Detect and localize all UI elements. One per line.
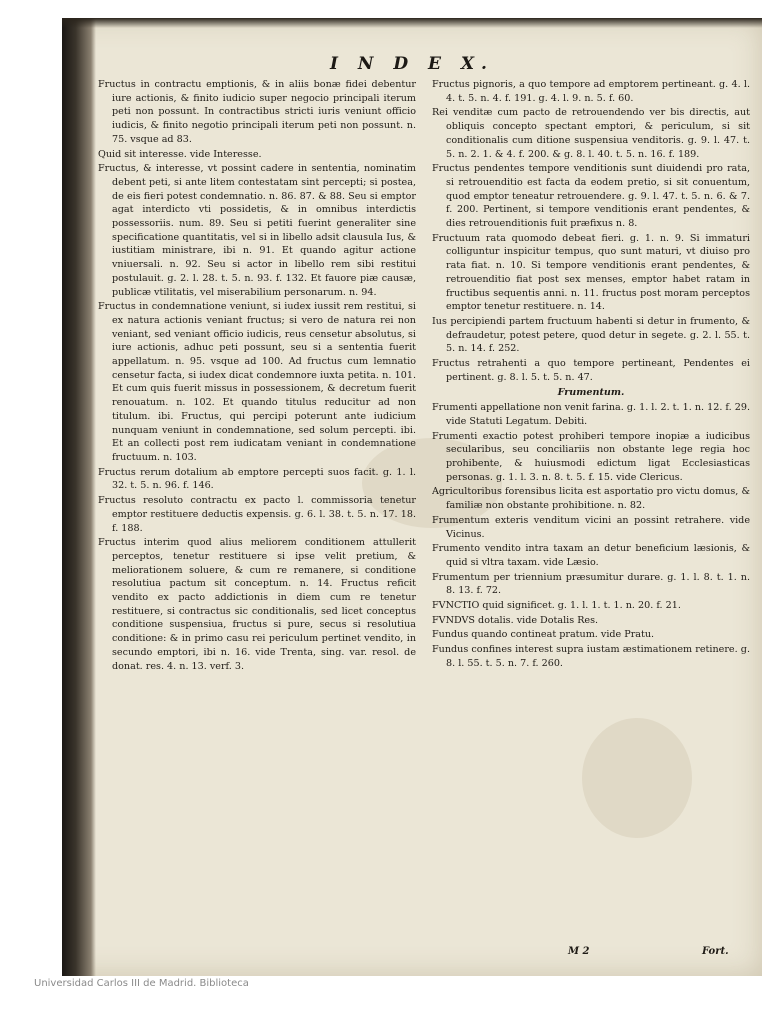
page-header-title: I N D E X. (330, 54, 494, 74)
index-entry: Rei venditæ cum pacto de retrouendendo ver bis directis, aut obliquis concepto spectant emptori, & periculum, si sit conditionalis cum ditione suspensiua venditoris. g. 9. l. 47. t. 5. n. 2. 1. & 4. f. 200. & g. 8. l. 40. t. 5. n. 16. f. 189. (432, 107, 750, 160)
library-credit: Universidad Carlos III de Madrid. Biblioteca (34, 978, 249, 989)
index-entry: Fructus resoluto contractu ex pacto l. commissoria tenetur emptor restituere deductis expensis. g. 6. l. 38. t. 5. n. 17. 18. f. 188. (98, 495, 416, 534)
index-entry: Fructus rerum dotalium ab emptore percepti suos facit. g. 1. l. 32. t. 5. n. 96. f. 146. (98, 466, 416, 492)
index-entry: Agricultoribus forensibus licita est asportatio pro victu domus, & familiæ non obstante prohibitione. n. 82. (432, 486, 750, 512)
index-entry: Fructuum rata quomodo debeat fieri. g. 1. n. 9. Si immaturi colliguntur inspicitur tempus, quo sunt maturi, vt diuiso pro rata fiat. n. 10. Si tempore venditionis erant pendentes, & retrouenditio fiat post sex menses, emptor habet ratam in fructibus sequentis anni. n. 11. fructus post moram perceptos emptor tenetur restituere. n. 14. (432, 232, 750, 313)
index-entry: Fructus, & interesse, vt possint cadere in sententia, nominatim debent peti, si ante litem contestatam sint percepti; si postea, de eis fieri potest condemnatio. n. 86. 87. & 88. Seu si emptor agat interdicto vti possidetis, & in omnibus interdictis possessoriis. num. 89. Seu si petiti fuerint generaliter sine specificatione quantitatis, vel si in libello adsit clausula Ius, & iustitiam ministrare, ibi n. 91. Et quando agitur actione vniuersali. n. 92. Seu si actor in libello rem sibi restitui postulauit. g. 2. l. 28. t. 5. n. 93. f. 132. Et fauore piæ causæ, publicæ vtilitatis, vel miserabilium personarum. n. 94. (98, 163, 416, 298)
right-column (432, 78, 750, 958)
scanned-page (62, 18, 762, 976)
section-subheading: Frumentum. (557, 387, 625, 399)
index-entry: Frumenti appellatione non venit farina. g. 1. l. 2. t. 1. n. 12. f. 29. vide Statuti Legatum. Debiti. (432, 402, 750, 427)
index-entry: Fructus interim quod alius meliorem conditionem attullerit perceptos, tenetur restituere si ipse velit pretium, & meliorationem soluere, & cum re remanere, si conditione resolutiua pactum sit conceptum. n. 14. Fructus reficit vendito ex pacto addictionis in diem cum re tenetur restituere, si contractus sic conditionalis, sed licet conceptus conditione suspensiua, fructus si pure, secus si resolutiua conditione: & in primo casu rei periculum pertinet vendito, in secundo emptori, ibi n. 16. vide Trenta, sing. var. resol. de donat. res. 4. n. 13. verf. 3. (98, 537, 416, 672)
index-entry: FVNCTIO quid significet. g. 1. l. 1. t. 1. n. 20. f. 21. (432, 600, 681, 612)
index-entry: Fundus quando contineat pratum. vide Pratu. (432, 629, 655, 641)
top-edge-shadow (62, 18, 762, 28)
index-entry: Frumento vendito intra taxam an detur beneficium læsionis, & quid si vltra taxam. vide Læsio. (432, 543, 750, 568)
index-entry: Fructus in contractu emptionis, & in aliis bonæ fidei debentur iure actionis, & finito iudicio super negocio principali iterum peti non possunt. In contractibus stricti iuris veniunt officio iudicis, & finito negotio principali iterum peti non possunt. n. 75. vsque ad 83. (98, 79, 416, 145)
catchword: Fort. (702, 946, 729, 957)
index-entry: Frumenti exactio potest prohiberi tempore inopiæ a iudicibus secularibus, seu conciliariis non obstante lege regia hoc prohibente, & huiusmodi edictum ligat Ecclesiasticas personas. g. 1. l. 3. n. 8. t. 5. f. 15. vide Clericus. (432, 430, 750, 483)
index-entry: Quid sit interesse. vide Interesse. (98, 148, 262, 160)
signature-mark: M 2 (568, 946, 590, 957)
index-entry: Ius percipiendi partem fructuum habenti si detur in frumento, & defraudetur, potest petere, quod detur in segete. g. 2. l. 55. t. 5. n. 14. f. 252. (432, 315, 750, 355)
left-column (98, 78, 416, 958)
binding-gutter (62, 18, 96, 976)
index-entry: Fructus in condemnatione veniunt, si iudex iussit rem restitui, si ex natura actionis veniant fructus; si vero de natura rei non veniant, sed veniant officio iudicis, reus censetur absolutus, si iure actionis, adhuc peti possunt, seu si a sententia fuerit appellatum. n. 95. vsque ad 100. Ad fructus cum lemnatio censetur facta, si iudex dicat condemnore iuxta petita. n. 101. Et cum quis fuerit missus in possessionem, & decretum fuerit renouatum. n. 102. Et quando titulus reducitur ad non titulum. ibi. Fructus, qui percipi poterunt ante iudicium nunquam veniunt in condemnatione, sed solum percepti. ibi. Et an collecti post rem iudicatam veniant in condemnatione fructuum. n. 103. (98, 301, 416, 463)
index-entry: Fructus pendentes tempore venditionis sunt diuidendi pro rata, si retrouenditio est facta da eodem pretio, si sit conuentum, quod emptor teneatur retrouendere. g. 9. l. 47. t. 5. n. 6. & 7. f. 200. Pertinent, si tempore venditionis erant pendentes, & dies retrouenditionis fuit præfixus n. 8. (432, 163, 750, 230)
index-entry: FVNDVS dotalis. vide Dotalis Res. (432, 614, 599, 626)
index-entry: Fundus confines interest supra iustam æstimationem retinere. g. 8. l. 55. t. 5. n. 7. f. 260. (432, 644, 750, 669)
index-entry: Frumentum exteris venditum vicini an possint retrahere. vide Vicinus. (432, 514, 750, 540)
index-columns (98, 78, 750, 958)
index-entry: Fructus retrahenti a quo tempore pertineant, Pendentes ei pertinent. g. 8. l. 5. t. 5. n. 47. (432, 358, 750, 383)
index-entry: Frumentum per triennium præsumitur durare. g. 1. l. 8. t. 1. n. 8. 13. f. 72. (432, 571, 750, 597)
index-entry: Fructus pignoris, a quo tempore ad emptorem pertineant. g. 4. l. 4. t. 5. n. 4. f. 191. g. 4. l. 9. n. 5. f. 60. (432, 79, 750, 104)
